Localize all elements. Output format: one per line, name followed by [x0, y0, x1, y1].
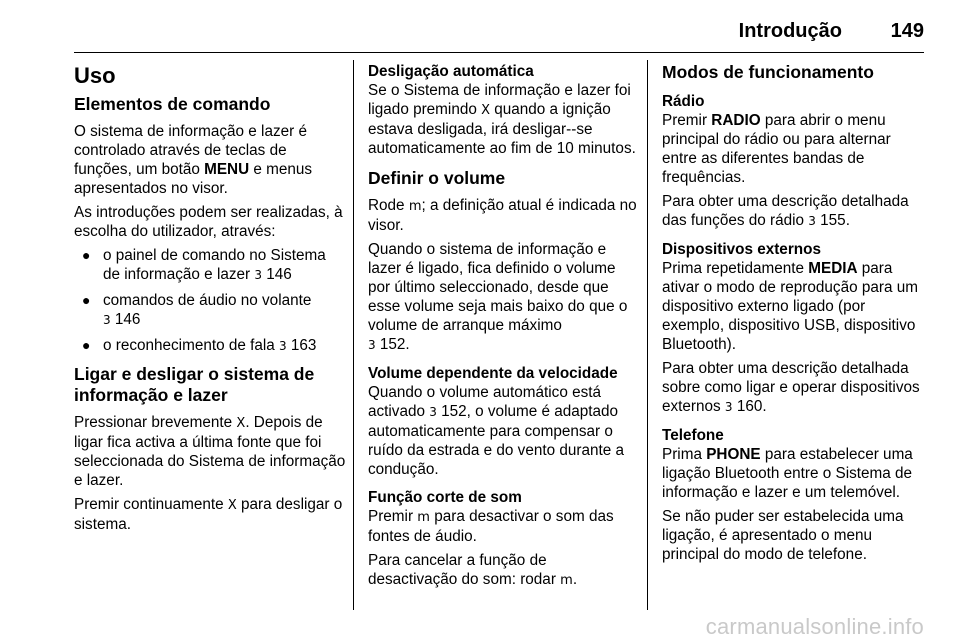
power-icon: X [236, 416, 246, 431]
paragraph: Se não puder ser estabelecida uma ligação, é apresentado o menu principal do modo de telefone. [662, 508, 904, 563]
heading-corte-de-som: Função corte de som [368, 489, 522, 506]
column-2 [368, 62, 638, 595]
bullet-list [74, 246, 346, 356]
heading-uso: Uso [74, 63, 116, 88]
column-divider [353, 60, 354, 610]
header-rule [74, 52, 924, 53]
page-header [0, 0, 960, 60]
page-ref-arrow-icon: 3 [429, 405, 437, 419]
media-key-label: MEDIA [808, 260, 858, 277]
paragraph: Para obter uma descrição detalhada das funções do rádio 3 155. [662, 193, 909, 229]
radio-key-label: RADIO [711, 112, 761, 129]
paragraph: O sistema de informação e lazer é controlado através de teclas de funções, um botão MENU e menus apresentados no visor. [74, 123, 313, 197]
paragraph: Premir continuamente X para desligar o sistema. [74, 496, 343, 533]
column-3 [662, 62, 928, 569]
heading-elementos-de-comando: Elementos de comando [74, 94, 271, 114]
page-link[interactable]: 160. [736, 398, 767, 415]
paragraph: Quando o sistema de informação e lazer é ligado, fica definido o volume por último seleccionado, desde que esse volume seja mais baixo do que o volume de arranque máximo 3 152. [368, 241, 628, 353]
power-icon: X [481, 103, 491, 118]
page-link[interactable]: 152 [441, 403, 467, 420]
volume-knob-icon: m [560, 573, 573, 588]
volume-knob-icon: m [408, 199, 422, 214]
heading-volume-velocidade: Volume dependente da velocidade [368, 365, 618, 382]
paragraph: Prima PHONE para estabelecer uma ligação Bluetooth entre o Sistema de informação e lazer e um telemóvel. [662, 446, 913, 501]
watermark: carmanualsonline.info [705, 614, 924, 639]
list-item: ● comandos de áudio no volante 3 146 [82, 292, 312, 328]
power-icon: X [227, 498, 237, 513]
page-link[interactable]: 146 [266, 266, 292, 283]
paragraph: Para obter uma descrição detalhada sobre como ligar e operar dispositivos externos 3 160. [662, 360, 920, 415]
paragraph: Se o Sistema de informação e lazer foi ligado premindo X quando a ignição estava desligada, irá desligar--se automaticamente ao fim de 10 minutos. [368, 82, 636, 157]
paragraph: Para cancelar a função de desactivação do som: rodar m. [368, 552, 578, 588]
phone-key-label: PHONE [706, 446, 761, 463]
page-number: 149 [890, 20, 924, 42]
heading-ligar-desligar: Ligar e desligar o sistema de informação e lazer [74, 364, 315, 405]
page-ref-arrow-icon: 3 [808, 214, 816, 228]
menu-key-label: MENU [204, 161, 250, 178]
heading-dispositivos-externos: Dispositivos externos [662, 241, 821, 258]
page-link[interactable]: 163 [290, 337, 317, 354]
column-divider [647, 60, 648, 610]
paragraph: Prima repetidamente MEDIA para ativar o modo de reprodução para um dispositivo externo ligado (por exemplo, dispositivo USB, dispositivo Bluetooth). [662, 260, 918, 353]
page-link[interactable]: 146 [114, 311, 141, 328]
page-link[interactable]: 155. [820, 212, 850, 229]
page-link[interactable]: 152. [379, 336, 410, 353]
page-ref-arrow-icon: 3 [254, 268, 262, 282]
section-title: Introdução [738, 20, 842, 42]
heading-desligacao-automatica: Desligação automática [368, 63, 534, 80]
column-1 [74, 62, 346, 539]
paragraph: Rode m; a definição atual é indicada no visor. [368, 197, 637, 234]
heading-telefone: Telefone [662, 427, 724, 444]
list-item: ● o painel de comando no Sistema de informação e lazer 3 146 [82, 247, 326, 283]
list-item: ● o reconhecimento de fala 3 163 [82, 337, 317, 354]
heading-definir-volume: Definir o volume [368, 168, 506, 188]
paragraph: Premir m para desactivar o som das fontes de áudio. [368, 508, 614, 545]
page-ref-arrow-icon: 3 [724, 400, 733, 414]
page-ref-arrow-icon: 3 [279, 339, 287, 353]
bullet-icon: ● [82, 337, 91, 353]
page-ref-arrow-icon: 3 [103, 313, 111, 327]
paragraph: Premir RADIO para abrir o menu principal do rádio ou para alternar entre as diferentes bandas de frequências. [662, 112, 891, 186]
bullet-icon: ● [82, 292, 91, 308]
heading-radio: Rádio [662, 93, 705, 110]
paragraph: Pressionar brevemente X. Depois de ligar fica activa a última fonte que foi seleccionada do Sistema de informação e lazer. [74, 414, 346, 489]
paragraph: As introduções podem ser realizadas, à escolha do utilizador, através: [74, 204, 343, 240]
page-ref-arrow-icon: 3 [368, 338, 376, 352]
volume-knob-icon: m [417, 510, 430, 525]
heading-modos-funcionamento: Modos de funcionamento [662, 62, 874, 82]
paragraph: Quando o volume automático está activado 3 152, o volume é adaptado automaticamente para compensar o ruído da estrada e do vento durante a condução. [368, 384, 624, 478]
bullet-icon: ● [82, 247, 91, 263]
